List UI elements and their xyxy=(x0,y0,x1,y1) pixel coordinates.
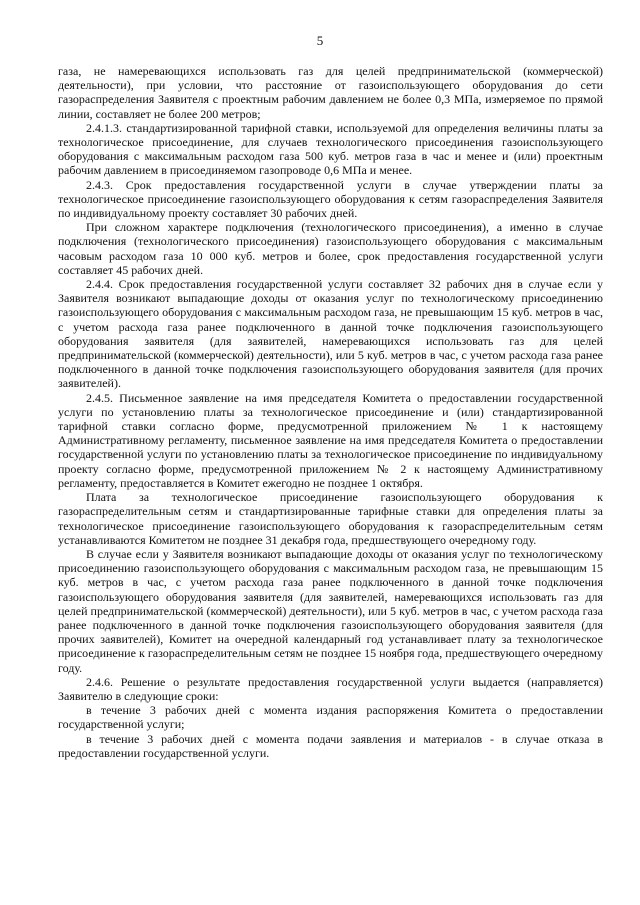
document-body xyxy=(58,64,603,760)
paragraph-term-refusal: в течение 3 рабочих дней с момента подачи заявления и материалов - в случае отказа в предоставлении государственной услуги. xyxy=(58,731,603,760)
paragraph-gas-usage-condition: газа, не намеревающихся использовать газ для целей предпринимательской (коммерческой) деятельности), при условии, что расстояние от газоиспользующего оборудования до сети газораспределения Заявителя с проектным рабочим давлением не более 0,3 МПа, измеряемое по прямой линии, составляет не более 200 метров; xyxy=(58,64,603,121)
page-number: 5 xyxy=(316,33,324,48)
paragraph-term-issue: в течение 3 рабочих дней с момента издания распоряжения Комитета о предоставлении государственной услуги; xyxy=(58,703,603,732)
paragraph-fee-deadline: Плата за технологическое присоединение газоиспользующего оборудования к газораспределительным сетям и стандартизированные тарифные ставки для определения платы за технологическое присоединение газоиспользующего оборудования к газораспределительным сетям устанавливаются Комитетом не позднее 31 декабря года, предшествующего очередному году. xyxy=(58,490,603,547)
paragraph-2-4-5: 2.4.5. Письменное заявление на имя председателя Комитета о предоставлении государственной услуги по установлению платы за технологическое присоединение и (или) стандартизированной тарифной ставки согласно форме, предусмотренной приложением № 1 к настоящему Административному регламенту, письменное заявление на имя председателя Комитета о предоставлении государственной услуги по установлению платы за технологическое присоединение по индивидуальному проекту согласно форме, предусмотренной приложением № 2 к настоящему Административному регламенту, предоставляется в Комитет ежегодно не позднее 1 октября. xyxy=(58,390,603,490)
paragraph-2-4-4: 2.4.4. Срок предоставления государственной услуги составляет 32 рабочих дня в случае если у Заявителя возникают выпадающие доходы от оказания услуг по технологическому присоединению газоиспользующего оборудования с максимальным расходом газа, не превышающим 15 куб. метров в час, с учетом расхода газа ранее подключенного в данной точке подключения газоиспользующего оборудования заявителя (для заявителей, намеревающихся использовать газ для целей предпринимательской (коммерческой) деятельности), или 5 куб. метров в час, с учетом расхода газа ранее подключенного в данной точке подключения газоиспользующего оборудования заявителя (для прочих заявителей). xyxy=(58,277,603,391)
paragraph-complex-connection: При сложном характере подключения (технологического присоединения), а именно в случае подключения (технологического присоединения) газоиспользующего оборудования с максимальным часовым расходом газа 10 000 куб. метров и более, срок предоставления государственной услуги составляет 45 рабочих дней. xyxy=(58,220,603,277)
paragraph-lost-income-case: В случае если у Заявителя возникают выпадающие доходы от оказания услуг по технологическому присоединению газоиспользующего оборудования с максимальным расходом газа, не превышающим 15 куб. метров в час, с учетом расхода газа ранее подключенного в данной точке подключения газоиспользующего оборудования заявителя (для заявителей, намеревающихся использовать газ для целей предпринимательской (коммерческой) деятельности), или 5 куб. метров в час, с учетом расхода газа ранее подключенного в данной точке подключения газоиспользующего оборудования заявителя (для прочих заявителей), Комитет на очередной календарный год устанавливает плату за технологическое присоединение к газораспределительным сетям не позднее 15 ноября года, предшествующего очередному году. xyxy=(58,546,603,675)
paragraph-2-4-3: 2.4.3. Срок предоставления государственной услуги в случае утверждении платы за технологическое присоединение газоиспользующего оборудования к сетям газораспределения Заявителя по индивидуальному проекту составляет 30 рабочих дней. xyxy=(58,177,603,221)
paragraph-2-4-6: 2.4.6. Решение о результате предоставления государственной услуги выдается (направляется) Заявителю в следующие сроки: xyxy=(58,674,603,703)
paragraph-2-4-1-3: 2.4.1.3. стандартизированной тарифной ставки, используемой для определения величины платы за технологическое присоединение, для случаев технологического присоединения газоиспользующего оборудования с максимальным расходом газа 500 куб. метров газа в час и менее и (или) проектным рабочим давлением в присоединяемом газопроводе 0,6 МПа и менее. xyxy=(58,120,603,178)
